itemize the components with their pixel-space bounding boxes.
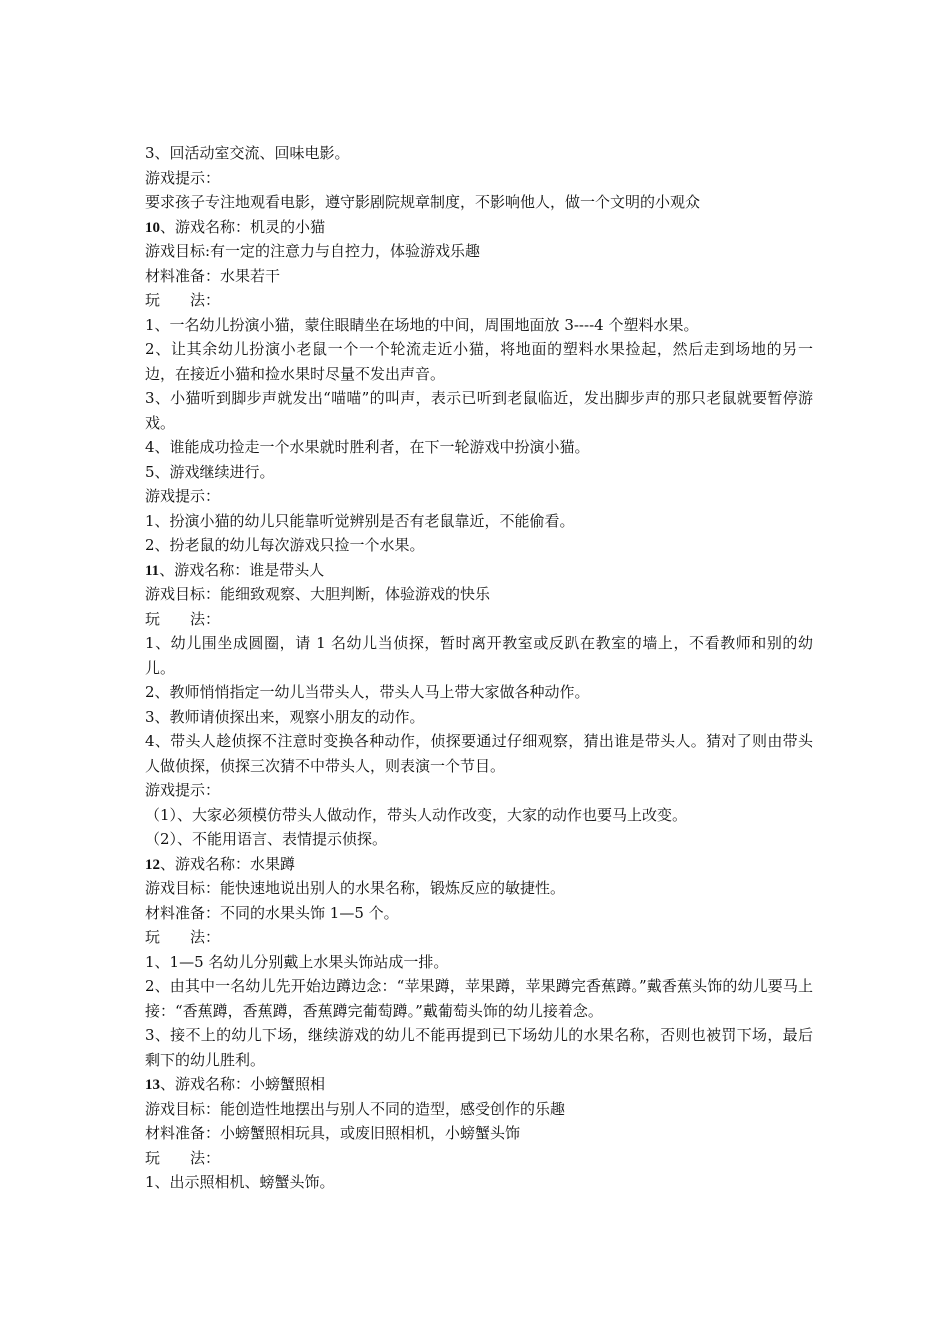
text-line: 5、游戏继续进行。	[145, 462, 275, 481]
text-paragraph: 4、带头人趁侦探不注意时变换各种动作，侦探要通过仔细观察，猜出谁是带头人。猜对了则由带头人做侦探，侦探三次猜不中带头人，则表演一个节目。	[145, 732, 813, 775]
game-number: 13	[145, 1077, 160, 1093]
text-line: 游戏目标：能细致观察、大胆判断，体验游戏的快乐	[145, 585, 491, 603]
text-paragraph: 2、由其中一名幼儿先开始边蹲边念：“苹果蹲，苹果蹲，苹果蹲完香蕉蹲。”戴香蕉头饰的幼儿要马上接：“香蕉蹲，香蕉蹲，香蕉蹲完葡萄蹲。”戴葡萄头饰的幼儿接着念。	[145, 977, 813, 1020]
game-heading-text: 、游戏名称：小螃蟹照相	[160, 1075, 326, 1093]
game-heading-text: 、游戏名称：机灵的小猫	[160, 217, 326, 236]
section-label-game-tips: 游戏提示：	[145, 781, 221, 799]
text-line: （2）、不能用语言、表情提示侦探。	[145, 830, 388, 848]
game-number: 10	[145, 219, 160, 236]
game-heading-10	[145, 215, 813, 240]
document-body	[145, 141, 813, 1195]
text-paragraph: 3、小猫听到脚步声就发出“喵喵”的叫声，表示已听到老鼠临近，发出脚步声的那只老鼠就要暂停游戏。	[145, 389, 813, 432]
text-line: 3、回活动室交流、回味电影。	[145, 144, 350, 162]
text-line: 游戏目标：能创造性地摆出与别人不同的造型，感受创作的乐趣	[145, 1099, 566, 1118]
text-paragraph: 2、让其余幼儿扮演小老鼠一个一个轮流走近小猫，将地面的塑料水果捡起，然后走到场地的另一边，在接近小猫和捡水果时尽量不发出声音。	[145, 340, 813, 383]
section-label-how-to-play: 玩 法：	[145, 1148, 221, 1167]
text-paragraph: 1、幼儿围坐成圆圈，请 1 名幼儿当侦探，暂时离开教室或反趴在教室的墙上，不看教师和别的幼儿。	[145, 634, 813, 677]
text-line: 游戏目标：能快速地说出别人的水果名称，锻炼反应的敏捷性。	[145, 879, 566, 897]
text-paragraph: 3、接不上的幼儿下场，继续游戏的幼儿不能再提到已下场幼儿的水果名称，否则也被罚下场，最后剩下的幼儿胜利。	[145, 1026, 813, 1069]
game-heading-11	[145, 558, 813, 583]
text-line: （1）、大家必须模仿带头人做动作，带头人动作改变，大家的动作也要马上改变。	[145, 805, 688, 824]
text-line: 材料准备：不同的水果头饰 1—5 个。	[145, 903, 399, 922]
section-label-how-to-play: 玩 法：	[145, 609, 221, 628]
game-number: 11	[145, 562, 160, 579]
text-line: 1、一名幼儿扮演小猫，蒙住眼睛坐在场地的中间，周围地面放 3----4 个塑料水果。	[145, 315, 699, 334]
text-line: 1、1—5 名幼儿分别戴上水果头饰站成一排。	[145, 952, 449, 971]
game-heading-12	[145, 852, 813, 877]
text-line: 3、教师请侦探出来，观察小朋友的动作。	[145, 707, 425, 726]
section-label-how-to-play: 玩 法：	[145, 291, 221, 309]
text-line: 1、出示照相机、螃蟹头饰。	[145, 1173, 335, 1191]
text-line: 4、谁能成功捡走一个水果就时胜利者，在下一轮游戏中扮演小猫。	[145, 438, 590, 456]
text-line: 材料准备：小螃蟹照相玩具，或废旧照相机，小螃蟹头饰	[145, 1124, 521, 1142]
text-line: 材料准备：水果若干	[145, 266, 281, 285]
section-label-game-tips: 游戏提示：	[145, 168, 221, 187]
text-line: 要求孩子专注地观看电影，遵守影剧院规章制度，不影响他人，做一个文明的小观众	[145, 193, 701, 211]
text-line: 游戏目标:有一定的注意力与自控力，体验游戏乐趣	[145, 242, 481, 260]
section-label-how-to-play: 玩 法：	[145, 928, 221, 946]
text-line: 2、教师悄悄指定一幼儿当带头人，带头人马上带大家做各种动作。	[145, 683, 590, 701]
game-heading-13	[145, 1072, 813, 1097]
game-heading-text: 、游戏名称：谁是带头人	[159, 560, 325, 579]
section-label-game-tips: 游戏提示：	[145, 487, 221, 505]
text-line: 1、扮演小猫的幼儿只能靠听觉辨别是否有老鼠靠近，不能偷看。	[145, 511, 575, 530]
game-heading-text: 、游戏名称：水果蹲	[160, 854, 296, 873]
text-line: 2、扮老鼠的幼儿每次游戏只捡一个水果。	[145, 536, 425, 554]
game-number: 12	[145, 856, 160, 873]
